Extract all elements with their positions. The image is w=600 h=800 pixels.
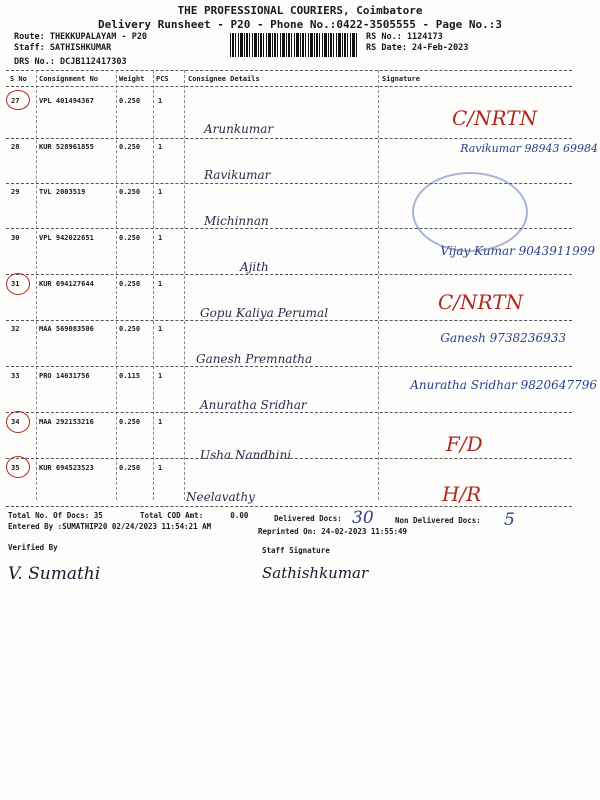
non-delivered-docs-value: 5	[504, 510, 515, 530]
weight: 0.115	[119, 372, 141, 380]
document-title: THE PROFESSIONAL COURIERS, Coimbatore	[177, 4, 423, 17]
verifier-signature: V. Sumathi	[8, 564, 101, 584]
consignment-number: PRO 14631756	[39, 372, 90, 380]
row-divider	[6, 366, 572, 367]
consignee-name: Usha Nandhini	[200, 448, 292, 462]
signature: F/D	[446, 432, 483, 456]
consignment-number: VPL 401494367	[39, 97, 94, 105]
staff-signature: Sathishkumar	[262, 564, 369, 582]
consignee-name: Ravikumar	[204, 168, 271, 182]
serial-number: 34	[11, 418, 20, 426]
column-header: Consignee Details	[188, 75, 260, 83]
consignee-name: Gopu Kaliya Perumal	[200, 306, 329, 320]
serial-number: 30	[11, 234, 20, 242]
pieces: 1	[158, 143, 163, 151]
pieces: 1	[158, 325, 163, 333]
consignee-name: Ajith	[240, 260, 269, 274]
row-divider	[6, 458, 572, 459]
consignment-number: TVL 2003519	[39, 188, 86, 196]
row-divider	[6, 138, 572, 139]
consignment-number: KUR 694127644	[39, 280, 94, 288]
divider	[6, 70, 572, 71]
divider	[6, 86, 572, 87]
serial-number: 27	[11, 97, 20, 105]
delivered-docs-value: 30	[352, 508, 374, 528]
consignment-number: KUR 528961855	[39, 143, 94, 151]
document-subtitle: Delivery Runsheet - P20 - Phone No.:0422-3505555 - Page No.:3	[98, 18, 502, 31]
signature: Ravikumar 98943 69984	[460, 142, 598, 155]
pieces: 1	[158, 464, 163, 472]
row-divider	[6, 274, 572, 275]
consignee-name: Ganesh Premnatha	[196, 352, 313, 366]
column-header: Signature	[382, 75, 420, 83]
weight: 0.250	[119, 143, 141, 151]
row-divider	[6, 320, 572, 321]
column-header: Weight	[119, 75, 145, 83]
column-header: S No	[10, 75, 27, 83]
weight: 0.250	[119, 325, 141, 333]
weight: 0.250	[119, 280, 141, 288]
non-delivered-docs-label: Non Delivered Docs:	[395, 516, 481, 525]
entered-by: Entered By :SUMATHIP20 02/24/2023 11:54:21 AM	[8, 522, 212, 531]
weight: 0.250	[119, 234, 141, 242]
signature: C/NRTN	[452, 106, 538, 130]
weight: 0.250	[119, 464, 141, 472]
row-divider	[6, 506, 572, 507]
weight: 0.250	[119, 418, 141, 426]
pieces: 1	[158, 97, 163, 105]
signature: H/R	[442, 482, 482, 506]
pieces: 1	[158, 372, 163, 380]
weight: 0.250	[119, 188, 141, 196]
route-label: Route: THEKKUPALAYAM - P20	[14, 32, 148, 42]
signature: Ganesh 9738236933	[440, 331, 566, 345]
column-divider	[378, 70, 379, 500]
row-divider	[6, 228, 572, 229]
staff-signature-label: Staff Signature	[262, 546, 330, 555]
barcode	[230, 33, 358, 57]
consignee-name: Anuratha Sridhar	[200, 398, 307, 412]
serial-number: 32	[11, 325, 20, 333]
pieces: 1	[158, 234, 163, 242]
consignee-name: Neelavathy	[186, 490, 255, 504]
column-divider	[153, 70, 154, 500]
serial-number: 28	[11, 143, 20, 151]
delivered-docs-label: Delivered Docs:	[274, 514, 342, 523]
verified-by-label: Verified By	[8, 543, 58, 552]
pieces: 1	[158, 188, 163, 196]
total-cod: Total COD Amt: 0.00	[140, 511, 249, 520]
consignment-number: VPL 942022651	[39, 234, 94, 242]
rs-date: RS Date: 24-Feb-2023	[366, 43, 469, 53]
serial-number: 33	[11, 372, 20, 380]
drs-number: DRS No.: DCJB112417303	[14, 57, 127, 67]
column-divider	[36, 70, 37, 500]
column-divider	[116, 70, 117, 500]
reprinted-on: Reprinted On: 24-02-2023 11:55:49	[258, 527, 408, 536]
serial-number: 29	[11, 188, 20, 196]
consignee-name: Arunkumar	[204, 122, 274, 136]
consignee-name: Michinnan	[204, 214, 269, 228]
pieces: 1	[158, 418, 163, 426]
signature: Anuratha Sridhar 9820647796	[410, 378, 597, 392]
consignment-number: KUR 694523523	[39, 464, 94, 472]
rs-number: RS No.: 1124173	[366, 32, 443, 42]
signature: Vijay Kumar 9043911999	[440, 244, 595, 258]
column-header: Consignment No	[39, 75, 99, 83]
staff-label: Staff: SATHISHKUMAR	[14, 43, 112, 53]
serial-number: 31	[11, 280, 20, 288]
column-header: PCS	[156, 75, 169, 83]
serial-number: 35	[11, 464, 20, 472]
signature: C/NRTN	[438, 290, 524, 314]
total-docs: Total No. Of Docs: 35	[8, 511, 103, 520]
consignment-number: MAA 569083506	[39, 325, 94, 333]
weight: 0.250	[119, 97, 141, 105]
column-divider	[184, 70, 185, 500]
consignment-number: MAA 292153216	[39, 418, 94, 426]
row-divider	[6, 412, 572, 413]
pieces: 1	[158, 280, 163, 288]
